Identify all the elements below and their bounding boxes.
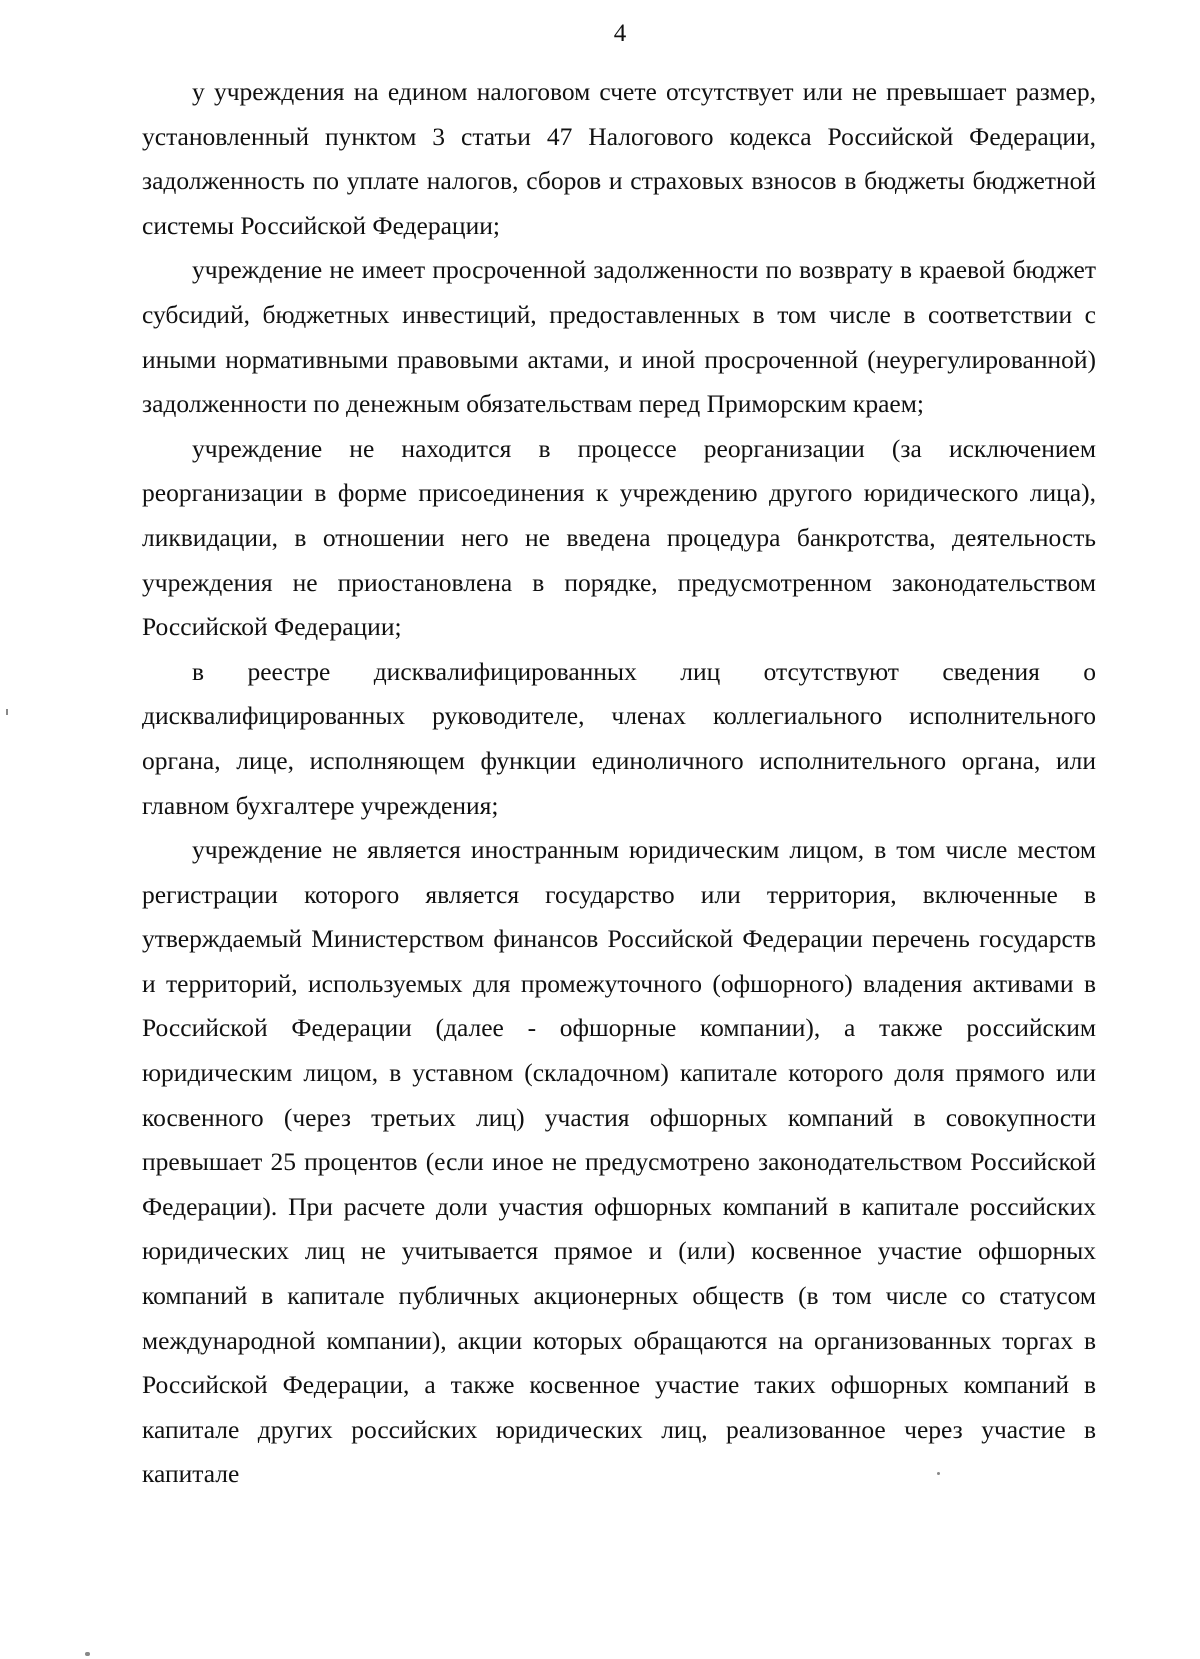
paragraph-disqualified-persons: в реестре дисквалифицированных лиц отсутствуют сведения о дисквалифицированных руководителе, членах коллегиального исполнительного органа, лице, исполняющем функции единоличного исполнительного органа, или главном бухгалтере учреждения;	[142, 656, 1096, 820]
scan-artifact	[6, 709, 8, 715]
paragraph-tax-debt: у учреждения на едином налоговом счете отсутствует или не превышает размер, установленный пунктом 3 статьи 47 Налогового кодекса Российской Федерации, задолженность по уплате налогов, сборов и страховых взносов в бюджеты бюджетной системы Российской Федерации;	[142, 77, 1096, 240]
page-number: 4	[613, 20, 627, 47]
document-body	[142, 70, 1096, 1497]
paragraph-overdue-debt: учреждение не имеет просроченной задолженности по возврату в краевой бюджет субсидий, бюджетных инвестиций, предоставленных в том числе в соответствии с иными нормативными правовыми актами, и иной просроченной (неурегулированной) задолженности по денежным обязательствам перед Приморским краем;	[142, 255, 1096, 419]
scan-artifact	[937, 1472, 940, 1475]
scan-artifact	[85, 1652, 90, 1656]
paragraph-reorganization: учреждение не находится в процессе реорганизации (за исключением реорганизации в форме присоединения к учреждению другого юридического лица), ликвидации, в отношении него не введена процедура банкротства, деятельность учреждения не приостановлена в порядке, предусмотренном законодательством Российской Федерации;	[142, 433, 1096, 642]
paragraph-offshore-companies: учреждение не является иностранным юридическим лицом, в том числе местом регистрации которого является государство или территория, включенные в утверждаемый Министерством финансов Российской Федерации перечень государств и территорий, используемых для промежуточного (офшорного) владения активами в Российской Федерации (далее - офшорные компании), а также российским юридическим лицом, в уставном (складочном) капитале которого доля прямого или косвенного (через третьих лиц) участия офшорных компаний в совокупности превышает 25 процентов (если иное не предусмотрено законодательством Российской Федерации). При расчете доли участия офшорных компаний в капитале российских юридических лиц не учитывается прямое и (или) косвенное участие офшорных компаний в капитале публичных акционерных обществ (в том числе со статусом международной компании), акции которых обращаются на организованных торгах в Российской Федерации, а также косвенное участие таких офшорных компаний в капитале других российских юридических лиц, реализованное через участие в капитале	[142, 835, 1096, 1489]
